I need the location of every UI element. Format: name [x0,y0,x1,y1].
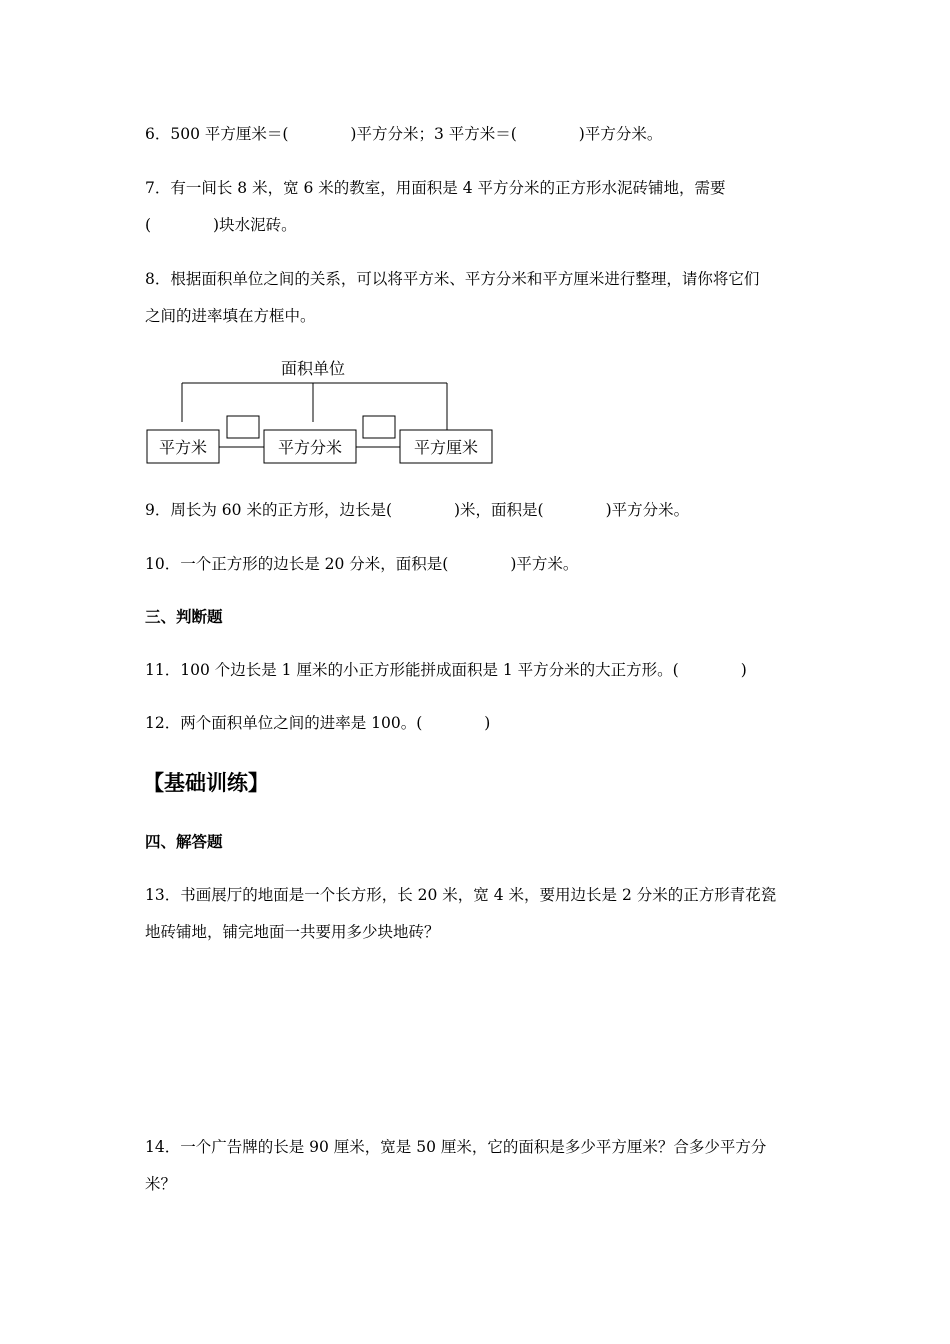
question-14-line-1: 14．一个广告牌的长是 90 厘米，宽是 50 厘米，它的面积是多少平方厘米？合多少平方分 [145,1138,767,1156]
unit-label-square-centimeter: 平方厘米 [413,438,479,457]
question-8-line-2: 之间的进率填在方框中。 [145,307,316,325]
question-14-line-2: 米？ [145,1175,177,1193]
rate-answer-box-1[interactable] [227,416,259,438]
question-9: 9．周长为 60 米的正方形，边长是( )米，面积是( )平方分米。 [145,501,690,519]
unit-label-square-decimeter: 平方分米 [277,438,343,457]
section-heading-answer: 四、解答题 [145,832,223,851]
area-unit-diagram-svg [145,352,495,467]
question-11: 11．100 个边长是 1 厘米的小正方形能拼成面积是 1 平方分米的大正方形。( ) [145,661,747,679]
diagram-title: 面积单位 [280,359,346,378]
area-unit-diagram [145,352,495,467]
section-heading-basic-training: 【基础训练】 [143,770,269,795]
question-7-line-1: 7．有一间长 8 米，宽 6 米的教室，用面积是 4 平方分米的正方形水泥砖铺地，需要 [145,179,726,197]
question-13-line-2: 地砖铺地，铺完地面一共要用多少块地砖？ [145,923,440,941]
question-13-line-1: 13．书画展厅的地面是一个长方形，长 20 米，宽 4 米，要用边长是 2 分米的正方形青花瓷 [145,886,777,904]
rate-answer-box-2[interactable] [363,416,395,438]
question-10: 10．一个正方形的边长是 20 分米，面积是( )平方米。 [145,555,579,573]
question-12: 12．两个面积单位之间的进率是 100。( ) [145,714,491,732]
question-8-line-1: 8．根据面积单位之间的关系，可以将平方米、平方分米和平方厘米进行整理，请你将它们 [145,270,760,288]
question-6: 6．500 平方厘米＝( )平方分米；3 平方米＝( )平方分米。 [145,125,663,143]
question-7-line-2: ( )块水泥砖。 [145,216,297,234]
section-heading-judge: 三、判断题 [145,607,223,626]
unit-label-square-meter: 平方米 [158,438,208,457]
